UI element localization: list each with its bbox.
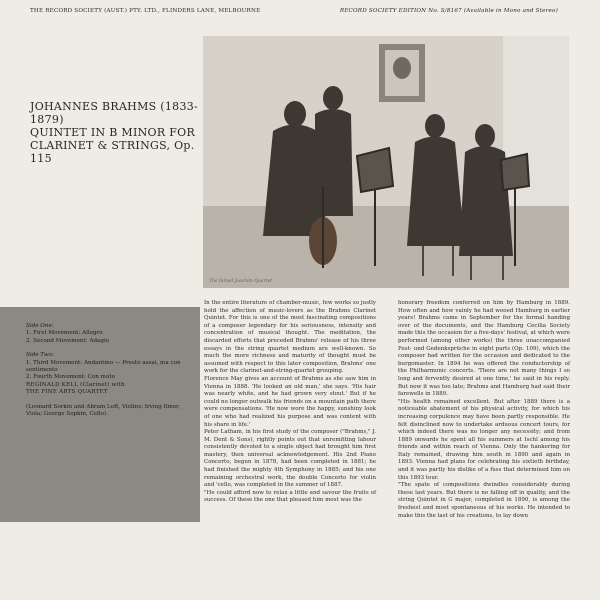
- notes-paragraph: "His health remained excellent. But after 1889 there is a noticeable abatement of his physical activity, for which his increasing corpulence may have been partly responsible. He felt disinclined now to undertake arduous concert tours, for which indeed there was no longer any necessity; and from 1889 onwards he spent all his summers at Ischl among his friends and within reach of Vienna. Only the hankering for Italy remained, drawing him south in 1890 and again in 1893. Vienna had plans for celebrating his sixtieth birthday, and it was partly his dislike of a fuss that determined him on this 1893 tour.: [398, 398, 570, 481]
- notes-paragraph: In the entire literature of chamber-music, few works so justly hold the affection of music-lovers as the Brahms Clarinet Quintet. For this is one of the most fascinating compositions of a composer legendary for his seriousness, intensity and concentration of musical thought. The meditation, the discarded efforts that preceded Brahms' release of his three essays in the string quartet medium are well-known. So much the more richness and maturity of thought must be assumed with respect to this later composition, Brahms' one work for the clarinet-and-string-quartet grouping.: [204, 300, 376, 375]
- title-composer: JOHANNES BRAHMS (1833-1879): [30, 100, 199, 126]
- notes-paragraph: Florence May gives an account of Brahms as she saw him in Vienna in 1888. 'He looked an old man,' she says. 'His hair was nearly white, and he had grown very stout.' But if he could no longer outwalk his friends on a mountain path there were compensations. 'He now wore the happy, sunshiny look of one who had realized his purpose and was content with his share in life.': [204, 375, 376, 428]
- title-work: QUINTET IN B MINOR FOR: [30, 126, 196, 139]
- album-title: [30, 100, 200, 165]
- side-two-track-2: 2. Fourth Movement: Con moto: [26, 374, 115, 381]
- page-header: [0, 0, 600, 22]
- notes-column-right: [398, 300, 570, 520]
- notes-paragraph: Peter Latham, in his first study of the composer ("Brahms," J. M. Dent & Sons), rightly points out that unremitting labour consistently devoted to a single object had brought him first mastery, then universal acknowledgement. His 2nd Piano Concerto, begun in 1878, had been completed in 1881; he had finished the mighty 4th Symphony in 1885; and his one remaining orchestral work, the double Concerto for violin and 'cello, was completed in the summer of 1887.: [204, 429, 376, 489]
- quartet-photograph: [203, 36, 569, 288]
- notes-column-left: [204, 300, 376, 505]
- program-box: [0, 307, 200, 522]
- side-two-label: Side Two:: [26, 352, 54, 359]
- notes-paragraph: "The spate of compositions dwindles considerably during these last years. But there is no falling off in quality, and the string Quintet in G major, completed in 1890, is among the freshest and most spontaneous of his works. He intended to make this the last of his creations, to lay down: [398, 482, 570, 519]
- side-one-label: Side One:: [26, 323, 54, 329]
- photo-caption: The famed Joachim Quartet: [209, 279, 273, 284]
- side-one-track-1: 1. First Movement: Allegro: [26, 330, 103, 337]
- notes-paragraph: "He could afford now to relax a little and savour the fruits of success. Of these the one that pleased him most was the: [204, 489, 376, 504]
- performer-soloist: REGINALD KELL (Clarinet) with: [26, 381, 125, 388]
- side-two-track-1: 1. Third Movement: Andantino — Presto assai, ma con sentimento: [26, 359, 181, 374]
- title-opus: CLARINET & STRINGS, Op. 115: [30, 139, 195, 165]
- quartet-members: (Leonard Sorkin and Abram Loft, Violins; Irving Ilmer, Viola; George Sopkin, Cello).: [26, 403, 180, 418]
- performer-quartet: THE FINE ARTS QUARTET: [26, 389, 108, 396]
- publisher-line: THE RECORD SOCIETY (AUST.) PTY. LTD., FLINDERS LANE, MELBOURNE: [30, 8, 261, 14]
- edition-line: RECORD SOCIETY EDITION No. S/8167 (Available in Mono and Stereo): [339, 8, 558, 14]
- side-one-track-2: 2. Second Movement: Adagio: [26, 337, 110, 344]
- notes-paragraph: honorary freedom conferred on him by Hamburg in 1889. How often and how vainly he had wooed Hamburg in earlier years! Brahms came in September for the formal handing over of the documents, and the Hamburg Cecilia Society made this the occasion for a five-days' festival, at which were performed (among other works) the three unaccompanied Fest- und Gedenksprüche in eight parts (Op. 109), which the composer had written for the occasion and dedicated to the burgomaster. In 1894 he was offered the conductorship of the Philharmonic concerts. 'There are not many things I so long and fervently desired at one time,' he said in his reply. But now it was too late; Brahms and Hamburg had said their farewells in 1889.: [398, 300, 570, 398]
- quartet-illustration: [203, 36, 569, 288]
